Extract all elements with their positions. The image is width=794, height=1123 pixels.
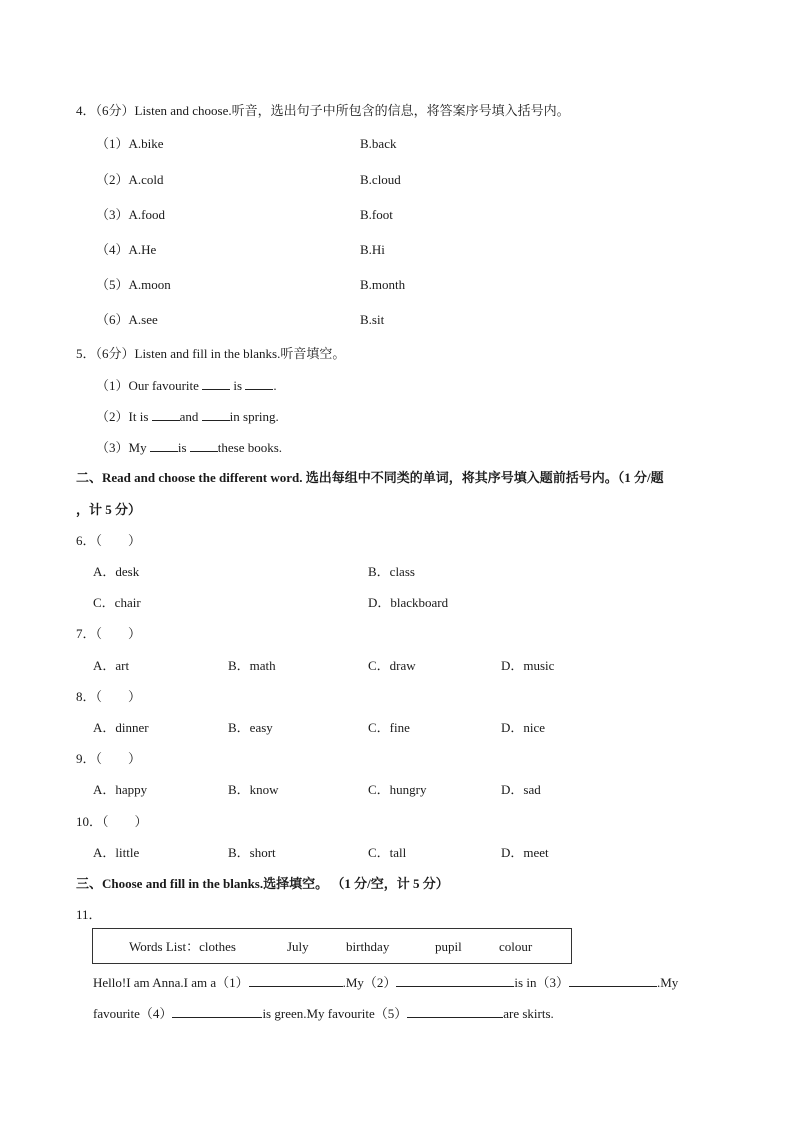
- text-part: Hello!I am Anna.I am a（1）: [93, 975, 249, 990]
- option-a: A.bike: [128, 136, 164, 151]
- q4-item-1: [96, 136, 164, 152]
- item-number: （3）: [96, 440, 129, 455]
- text-part: are skirts.: [503, 1006, 554, 1021]
- q4-item-5-option-b: B.month: [360, 277, 406, 292]
- q10-option-a: A．little: [93, 845, 140, 860]
- q6-option-c: C．chair: [93, 595, 141, 610]
- q4-item-3: [96, 207, 165, 223]
- q5-item-3: [96, 439, 282, 456]
- item-number: （1）: [96, 378, 129, 393]
- q8-option-c: C．fine: [368, 720, 410, 735]
- option-a: A.He: [128, 242, 157, 257]
- text-part: is: [230, 378, 246, 393]
- option-a: A.food: [128, 207, 165, 222]
- q10-option-c: C．tall: [368, 845, 407, 860]
- q4-item-2: [96, 172, 164, 188]
- q11-number: 11．: [76, 907, 102, 922]
- q6-number: 6．（ ）: [76, 533, 142, 548]
- fill-blank[interactable]: [190, 439, 218, 452]
- text-part: .My（2）: [342, 975, 397, 990]
- text-part: is green.My favourite（5）: [262, 1006, 408, 1021]
- q4-item-3-option-b: B.foot: [360, 207, 393, 222]
- section2-header-line1: 二、Read and choose the different word. 选出每组中不同类的单词，将其序号填入题前括号内。（1 分/题: [76, 470, 664, 485]
- fill-blank[interactable]: [202, 408, 230, 421]
- q9-option-a: A．happy: [93, 782, 148, 797]
- item-number: （6）: [96, 312, 129, 327]
- q4-item-4-option-b: B.Hi: [360, 242, 385, 257]
- q6-option-d: D．blackboard: [368, 595, 449, 610]
- text-part: It is: [128, 409, 152, 424]
- word-option: birthday: [346, 939, 390, 954]
- item-number: （2）: [96, 409, 129, 424]
- words-list-label: Words List：clothes: [129, 939, 236, 954]
- q5-item-2: [96, 408, 279, 425]
- text-part: .: [273, 378, 277, 393]
- word-option: colour: [499, 939, 533, 954]
- fill-blank[interactable]: [569, 974, 657, 987]
- q8-option-d: D．nice: [501, 720, 546, 735]
- text-part: and: [179, 409, 202, 424]
- q4-item-6: [96, 312, 158, 328]
- fill-blank[interactable]: [245, 377, 273, 390]
- passage-line-2: [93, 1005, 554, 1022]
- q8-number: 8．（ ）: [76, 689, 142, 704]
- fill-blank[interactable]: [152, 408, 180, 421]
- text-part: is: [177, 440, 190, 455]
- section3-header: 三、Choose and fill in the blanks.选择填空。 （1 分/空，计 5 分）: [76, 876, 449, 891]
- item-number: （4）: [96, 242, 129, 257]
- item-number: （2）: [96, 172, 129, 187]
- fill-blank[interactable]: [407, 1005, 503, 1018]
- word-option: pupil: [435, 939, 462, 954]
- text-part: is in（3）: [514, 975, 569, 990]
- q7-number: 7．（ ）: [76, 626, 142, 641]
- q8-option-b: B．easy: [228, 720, 273, 735]
- q4-header: 4．（6分）Listen and choose.听音，选出句子中所包含的信息，将答案序号填入括号内。: [76, 103, 570, 118]
- q9-option-d: D．sad: [501, 782, 541, 797]
- passage-line-1: [93, 974, 678, 991]
- q7-option-d: D．music: [501, 658, 555, 673]
- q7-option-a: A．art: [93, 658, 130, 673]
- text-part: My: [128, 440, 150, 455]
- q4-item-5: [96, 277, 171, 293]
- fill-blank[interactable]: [202, 377, 230, 390]
- fill-blank[interactable]: [249, 974, 343, 987]
- item-number: （5）: [96, 277, 129, 292]
- section2-header-line2: ，计 5 分）: [76, 502, 142, 517]
- q8-option-a: A．dinner: [93, 720, 149, 735]
- q6-option-b: B．class: [368, 564, 415, 579]
- fill-blank[interactable]: [172, 1005, 262, 1018]
- q10-option-b: B．short: [228, 845, 276, 860]
- q4-item-2-option-b: B.cloud: [360, 172, 401, 187]
- text-part: .My: [656, 975, 679, 990]
- option-a: A.moon: [128, 277, 171, 292]
- option-a: A.cold: [128, 172, 164, 187]
- q7-option-b: B．math: [228, 658, 276, 673]
- q9-option-b: B．know: [228, 782, 279, 797]
- text-part: favourite（4）: [93, 1006, 173, 1021]
- text-part: Our favourite: [128, 378, 203, 393]
- word-option: July: [287, 939, 309, 954]
- item-number: （1）: [96, 136, 129, 151]
- item-number: （3）: [96, 207, 129, 222]
- fill-blank[interactable]: [150, 439, 178, 452]
- q6-option-a: A．desk: [93, 564, 140, 579]
- q5-item-1: [96, 377, 277, 394]
- q4-item-1-option-b: B.back: [360, 136, 397, 151]
- q9-option-c: C．hungry: [368, 782, 427, 797]
- q7-option-c: C．draw: [368, 658, 416, 673]
- q9-number: 9．（ ）: [76, 751, 142, 766]
- q4-item-4: [96, 242, 156, 258]
- text-part: these books.: [217, 440, 283, 455]
- q4-item-6-option-b: B.sit: [360, 312, 385, 327]
- fill-blank[interactable]: [396, 974, 514, 987]
- q10-option-d: D．meet: [501, 845, 549, 860]
- q10-number: 10．（ ）: [76, 814, 148, 829]
- text-part: in spring.: [229, 409, 279, 424]
- option-a: A.see: [128, 312, 158, 327]
- words-list-box: [92, 928, 572, 964]
- q5-header: 5．（6分）Listen and fill in the blanks.听音填空。: [76, 346, 346, 361]
